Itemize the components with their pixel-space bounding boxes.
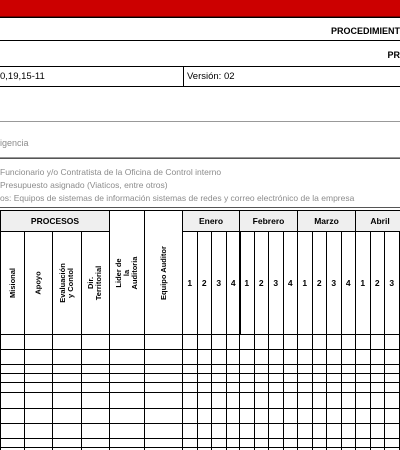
sub-title-row bbox=[0, 41, 400, 67]
week-cell: 4 bbox=[341, 231, 357, 335]
table-cell bbox=[297, 423, 313, 439]
recursos-line-2: Presupuesto asignado (Viaticos, entre otros) bbox=[0, 180, 168, 190]
table-cell bbox=[283, 423, 299, 439]
week-cell: 2 bbox=[312, 231, 328, 335]
table-cell bbox=[312, 423, 328, 439]
table-cell bbox=[0, 408, 25, 424]
table-cell bbox=[144, 392, 183, 409]
table-cell bbox=[370, 423, 386, 439]
table-cell bbox=[182, 334, 198, 350]
column-lider bbox=[109, 210, 145, 335]
column-apoyo-label: Apoyo bbox=[33, 271, 43, 295]
table-cell bbox=[239, 408, 255, 424]
column-evaluacion bbox=[52, 231, 82, 335]
recursos-line-1: Funcionario y/o Contratista de la Oficina de Control interno bbox=[0, 167, 222, 177]
table-cell bbox=[24, 408, 53, 424]
document-version: Versión: 02 bbox=[187, 71, 235, 82]
table-cell bbox=[81, 392, 110, 409]
code-version-row bbox=[0, 67, 400, 87]
table-cell bbox=[52, 392, 82, 409]
month-abril-label: Abril bbox=[370, 216, 390, 226]
table-cell bbox=[326, 423, 342, 439]
table-cell bbox=[197, 349, 213, 365]
month-marzo bbox=[297, 210, 356, 232]
table-cell bbox=[297, 349, 313, 365]
table-cell bbox=[197, 334, 213, 350]
table-cell bbox=[197, 408, 213, 424]
week-cell: 3 bbox=[268, 231, 284, 335]
table-cell bbox=[254, 423, 270, 439]
week-cell: 3 bbox=[211, 231, 227, 335]
table-cell bbox=[197, 423, 213, 439]
table-cell bbox=[341, 392, 357, 409]
table-cell bbox=[211, 423, 227, 439]
table-cell bbox=[326, 408, 342, 424]
table-cell bbox=[226, 334, 241, 350]
table-cell bbox=[254, 392, 270, 409]
blank-row bbox=[0, 87, 400, 122]
table-cell bbox=[211, 408, 227, 424]
column-misional-label: Misional bbox=[7, 267, 17, 299]
table-cell bbox=[297, 392, 313, 409]
table-cell bbox=[182, 349, 198, 365]
table-cell bbox=[312, 392, 328, 409]
week-cell: 1 bbox=[239, 231, 255, 335]
table-cell bbox=[81, 423, 110, 439]
table-cell bbox=[109, 349, 145, 365]
table-cell bbox=[326, 349, 342, 365]
week-cell: 4 bbox=[283, 231, 299, 335]
table-cell bbox=[144, 408, 183, 424]
table-cell bbox=[226, 349, 241, 365]
table-cell bbox=[312, 334, 328, 350]
column-apoyo bbox=[24, 231, 53, 335]
document-code: 0,19,15-11 bbox=[0, 71, 45, 82]
week-cell: 1 bbox=[182, 231, 198, 335]
table-cell bbox=[384, 349, 400, 365]
table-cell bbox=[254, 408, 270, 424]
table-cell bbox=[24, 349, 53, 365]
sub-title: PR bbox=[387, 50, 400, 60]
table-cell bbox=[341, 334, 357, 350]
table-cell bbox=[326, 392, 342, 409]
week-cell: 3 bbox=[384, 231, 400, 335]
week-cell: 3 bbox=[326, 231, 342, 335]
table-cell bbox=[341, 408, 357, 424]
table-cell bbox=[268, 392, 284, 409]
table-cell bbox=[226, 408, 241, 424]
table-cell bbox=[211, 349, 227, 365]
table-cell bbox=[268, 334, 284, 350]
table-cell bbox=[144, 423, 183, 439]
table-cell bbox=[52, 423, 82, 439]
table-cell bbox=[283, 408, 299, 424]
week-cell: 1 bbox=[297, 231, 313, 335]
table-cell bbox=[81, 349, 110, 365]
table-cell bbox=[0, 349, 25, 365]
column-territorial bbox=[81, 231, 110, 335]
table-cell bbox=[52, 349, 82, 365]
table-cell bbox=[326, 334, 342, 350]
table-cell bbox=[341, 349, 357, 365]
table-cell bbox=[254, 334, 270, 350]
week-cell: 1 bbox=[355, 231, 371, 335]
vigencia-row bbox=[0, 122, 400, 158]
table-cell bbox=[370, 392, 386, 409]
table-cell bbox=[0, 423, 25, 439]
month-febrero bbox=[239, 210, 298, 232]
table-cell bbox=[81, 408, 110, 424]
table-cell bbox=[370, 349, 386, 365]
table-cell bbox=[355, 423, 371, 439]
table-cell bbox=[268, 408, 284, 424]
table-cell bbox=[182, 408, 198, 424]
column-equipo-label: Equipo Auditor bbox=[158, 245, 168, 300]
table-cell bbox=[283, 334, 299, 350]
table-cell bbox=[0, 392, 25, 409]
table-cell bbox=[355, 334, 371, 350]
table-cell bbox=[312, 349, 328, 365]
column-lider-label: Lider de la Auditoria bbox=[114, 256, 139, 289]
table-cell bbox=[312, 408, 328, 424]
table-cell bbox=[283, 392, 299, 409]
table-cell bbox=[384, 423, 400, 439]
table-cell bbox=[211, 392, 227, 409]
column-equipo bbox=[144, 210, 183, 335]
column-territorial-label: Dir. Territorial bbox=[86, 265, 104, 301]
header-red-bar bbox=[0, 0, 400, 17]
vigencia-label: igencia bbox=[0, 138, 29, 148]
table-cell bbox=[297, 334, 313, 350]
table-cell bbox=[182, 423, 198, 439]
table-cell bbox=[355, 349, 371, 365]
week-cell: 4 bbox=[226, 231, 242, 335]
procesos-header bbox=[0, 210, 110, 232]
table-cell bbox=[239, 349, 255, 365]
table-cell bbox=[109, 392, 145, 409]
table-cell bbox=[355, 392, 371, 409]
recursos-line-3: os: Equipos de sistemas de información sistemas de redes y correo electrónico de la empresa bbox=[0, 193, 355, 203]
month-febrero-label: Febrero bbox=[252, 216, 285, 226]
table-cell bbox=[370, 334, 386, 350]
month-enero bbox=[182, 210, 240, 232]
week-cell: 2 bbox=[197, 231, 213, 335]
code-divider bbox=[183, 67, 184, 87]
table-cell bbox=[268, 423, 284, 439]
table-cell bbox=[283, 349, 299, 365]
table-cell bbox=[52, 334, 82, 350]
table-cell bbox=[226, 392, 241, 409]
table-cell bbox=[297, 408, 313, 424]
table-cell bbox=[211, 334, 227, 350]
table-cell bbox=[341, 423, 357, 439]
recursos-section bbox=[0, 158, 400, 208]
table-cell bbox=[81, 334, 110, 350]
table-cell bbox=[370, 408, 386, 424]
week-cell: 2 bbox=[254, 231, 270, 335]
table-cell bbox=[239, 423, 255, 439]
table-cell bbox=[24, 423, 53, 439]
table-cell bbox=[384, 392, 400, 409]
month-marzo-label: Marzo bbox=[314, 216, 339, 226]
column-evaluacion-label: Evaluación y Contol bbox=[58, 263, 76, 303]
week-cell: 2 bbox=[370, 231, 386, 335]
table-cell bbox=[384, 334, 400, 350]
table-cell bbox=[109, 423, 145, 439]
procedure-title: PROCEDIMIENT bbox=[330, 26, 400, 36]
table-cell bbox=[109, 408, 145, 424]
table-cell bbox=[109, 334, 145, 350]
table-cell bbox=[24, 392, 53, 409]
month-abril bbox=[355, 210, 400, 232]
table-cell bbox=[182, 392, 198, 409]
table-cell bbox=[355, 408, 371, 424]
table-cell bbox=[52, 408, 82, 424]
table-cell bbox=[144, 334, 183, 350]
table-cell bbox=[239, 334, 255, 350]
month-enero-label: Enero bbox=[198, 216, 224, 226]
table-cell bbox=[144, 349, 183, 365]
table-cell bbox=[384, 408, 400, 424]
table-cell bbox=[197, 392, 213, 409]
table-cell bbox=[268, 349, 284, 365]
table-cell bbox=[24, 334, 53, 350]
table-cell bbox=[239, 392, 255, 409]
procedure-title-row bbox=[0, 17, 400, 41]
table-cell bbox=[0, 334, 25, 350]
table-cell bbox=[226, 423, 241, 439]
table-cell bbox=[254, 349, 270, 365]
procesos-header-label: PROCESOS bbox=[30, 216, 80, 226]
column-misional bbox=[0, 231, 25, 335]
